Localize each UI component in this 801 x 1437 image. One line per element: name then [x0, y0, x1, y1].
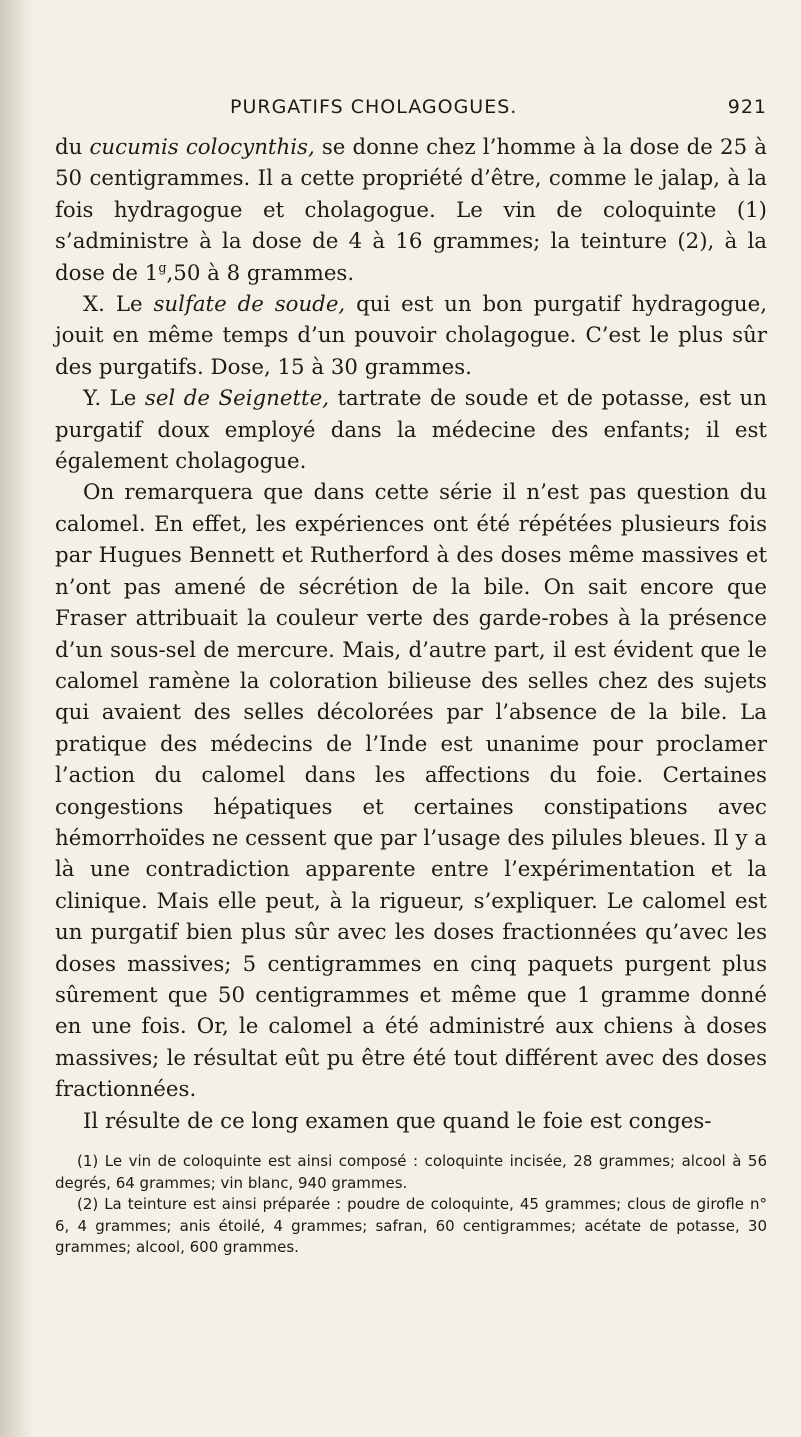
running-head	[55, 96, 767, 132]
body-text	[55, 132, 767, 1137]
latin-name: cucumis colocynthis,	[89, 135, 315, 160]
term-sulfate-de-soude: sulfate de soude,	[153, 292, 346, 318]
footnotes	[55, 1151, 767, 1259]
paragraph-sel-de-seignette: Y. Le sel de Seignette, tartrate de soude et de potasse, est un purgatif doux employé dans la médecine des enfants; il est également cholagogue.	[55, 386, 767, 475]
term-sel-de-seignette: sel de Seignette,	[144, 386, 329, 412]
running-head-title: PURGATIFS CHOLAGOGUES.	[230, 96, 518, 118]
page-gutter-shadow	[0, 0, 34, 1437]
page-number: 921	[727, 96, 767, 118]
footnote-1: (1) Le vin de coloquinte est ainsi composé : coloquinte incisée, 28 grammes; alcool à 56 degrés, 64 grammes; vin blanc, 940 grammes.	[55, 1152, 767, 1192]
book-page	[55, 96, 767, 1259]
paragraph-conclusion: Il résulte de ce long examen que quand le foie est conges-	[83, 1108, 712, 1134]
paragraph-sulfate-de-soude: X. Le sulfate de soude, qui est un bon purgatif hydragogue, jouit en même temps d’un pouvoir cholagogue. C’est le plus sûr des purgatifs. Dose, 15 à 30 grammes.	[55, 292, 767, 380]
footnote-2: (2) La teinture est ainsi préparée : poudre de coloquinte, 45 grammes; clous de girofle n° 6, 4 grammes; anis étoilé, 4 grammes; safran, 60 centigrammes; acétate de potasse, 30 grammes; alcool, 600 grammes.	[55, 1195, 767, 1256]
paragraph-calomel: On remarquera que dans cette série il n’est pas question du calomel. En effet, les expériences ont été répétées plusieurs fois par Hugues Bennett et Rutherford à des doses même massives et n’ont pas amené de sécrétion de la bile. On sait encore que Fraser attribuait la couleur verte des garde-robes à la présence d’un sous-sel de mercure. Mais, d’autre part, il est évident que le calomel ramène la coloration bilieuse des selles chez des sujets qui avaient des selles décolorées par l’absence de la bile. La pratique des médecins de l’Inde est unanime pour proclamer l’action du calomel dans les affections du foie. Certaines congestions hépatiques et certaines constipations avec hémorrhoïdes ne cessent que par l’usage des pilules bleues. Il y a là une contradiction apparente entre l’expérimentation et la clinique. Mais elle peut, à la rigueur, s’expliquer. Le calomel est un purgatif bien plus sûr avec les doses fractionnées qu’avec les doses massives; 5 centigrammes en cinq paquets purgent plus sûrement que 50 centigrammes et même que 1 gramme donné en une fois. Or, le calomel a été administré aux chiens à doses massives; le résultat eût pu être été tout différent avec des doses fractionnées.	[55, 480, 767, 1103]
paragraph-coloquinte: du cucumis colocynthis, se donne chez l’homme à la dose de 25 à 50 centigrammes. Il a cette propriété d’être, comme le jalap, à la fois hydragogue et cholagogue. Le vin de coloquinte (1) s’administre à la dose de 4 à 16 grammes; la teinture (2), à la dose de 1$^g$,50 à 8 grammes.	[55, 135, 767, 286]
